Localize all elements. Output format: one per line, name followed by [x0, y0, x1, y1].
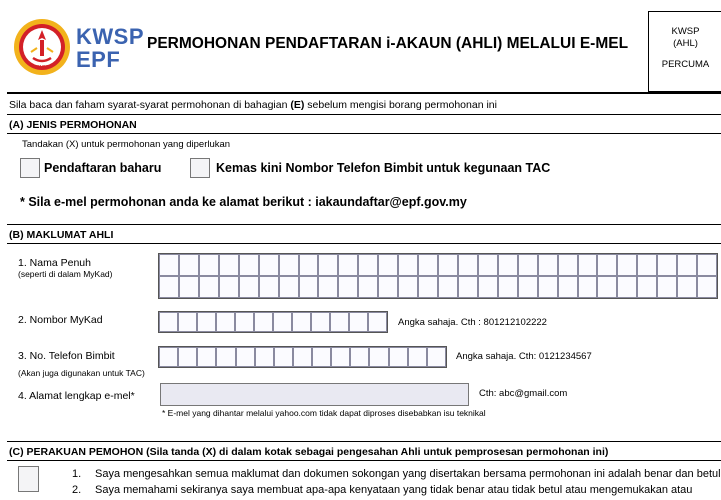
char-cell[interactable] [498, 276, 518, 298]
name-label: 1. Nama Penuh [18, 257, 91, 269]
char-cell[interactable] [637, 254, 657, 276]
char-cell[interactable] [178, 312, 197, 332]
page-title: PERMOHONAN PENDAFTARAN i-AKAUN (AHLI) MELALUI E-MEL [147, 35, 629, 52]
char-cell[interactable] [274, 347, 293, 367]
char-cell[interactable] [458, 254, 478, 276]
char-cell[interactable] [617, 254, 637, 276]
char-cell[interactable] [538, 276, 558, 298]
form-code-line1: KWSP [671, 26, 700, 37]
phone-label: 3. No. Telefon Bimbit [18, 350, 115, 362]
char-cell[interactable] [197, 347, 216, 367]
option-new-registration-checkbox[interactable] [20, 158, 40, 178]
char-cell[interactable] [637, 276, 657, 298]
char-cell[interactable] [219, 276, 239, 298]
char-cell[interactable] [199, 254, 219, 276]
name-sublabel: (seperti di dalam MyKad) [18, 269, 113, 279]
email-note: * E-mel yang dihantar melalui yahoo.com tidak dapat diproses disebabkan isu teknikal [162, 408, 486, 418]
declaration-item2-num: 2. [72, 484, 82, 496]
char-cell[interactable] [236, 347, 255, 367]
divider [7, 460, 721, 461]
char-cell[interactable] [398, 254, 418, 276]
divider [7, 243, 721, 244]
char-cell[interactable] [216, 312, 235, 332]
form-code-line3: PERCUMA [661, 59, 710, 70]
form-code-line2: (AHL) [673, 38, 698, 49]
section-c-heading: (C) PERAKUAN PEMOHON (Sila tanda (X) di dalam kotak sebagai pengesahan Ahli untuk pemprosesan permohonan ini) [9, 446, 609, 458]
char-cell[interactable] [279, 254, 299, 276]
declaration-item1-num: 1. [72, 468, 82, 480]
char-cell[interactable] [578, 254, 598, 276]
email-input[interactable] [160, 383, 469, 406]
char-cell[interactable] [239, 276, 259, 298]
char-cell[interactable] [427, 347, 446, 367]
section-a-heading: (A) JENIS PERMOHONAN [9, 119, 137, 131]
intro-text [9, 99, 497, 111]
char-cell[interactable] [358, 254, 378, 276]
char-cell[interactable] [697, 254, 717, 276]
char-cell[interactable] [498, 254, 518, 276]
char-cell[interactable] [408, 347, 427, 367]
divider [7, 92, 721, 94]
declaration-item1: Saya mengesahkan semua maklumat dan dokumen sokongan yang disertakan bersama permohonan ini adalah benar dan betul [95, 468, 721, 480]
char-cell[interactable] [159, 254, 179, 276]
char-cell[interactable] [259, 276, 279, 298]
char-cell[interactable] [331, 347, 350, 367]
mykad-hint: Angka sahaja. Cth : 801212102222 [398, 317, 547, 328]
char-cell[interactable] [159, 276, 179, 298]
char-cell[interactable] [478, 276, 498, 298]
full-name-input-grid[interactable] [158, 253, 718, 299]
char-cell[interactable] [578, 276, 598, 298]
char-cell[interactable] [216, 347, 235, 367]
intro-bold: (E) [290, 99, 305, 111]
char-cell[interactable] [438, 254, 458, 276]
char-cell[interactable] [350, 347, 369, 367]
section-b-heading: (B) MAKLUMAT AHLI [9, 229, 114, 241]
char-cell[interactable] [179, 254, 199, 276]
char-cell[interactable] [338, 254, 358, 276]
divider [7, 133, 721, 134]
logo-line1: KWSP [76, 24, 144, 49]
char-cell[interactable] [389, 347, 408, 367]
char-cell[interactable] [558, 276, 578, 298]
char-cell[interactable] [178, 347, 197, 367]
char-cell[interactable] [398, 276, 418, 298]
logo-line2: EPF [76, 47, 121, 72]
char-cell[interactable] [418, 276, 438, 298]
divider [7, 441, 721, 442]
intro-pre: Sila baca dan faham syarat-syarat permohonan di bahagian [9, 99, 291, 111]
char-cell[interactable] [293, 347, 312, 367]
char-cell[interactable] [458, 276, 478, 298]
char-cell[interactable] [254, 312, 273, 332]
form-code-box [648, 11, 721, 92]
char-cell[interactable] [358, 276, 378, 298]
option-update-phone-label: Kemas kini Nombor Telefon Bimbit untuk kegunaan TAC [216, 161, 551, 175]
phone-hint: Angka sahaja. Cth: 0121234567 [456, 351, 592, 362]
divider [7, 114, 721, 115]
char-cell[interactable] [159, 347, 178, 367]
char-cell[interactable] [199, 276, 219, 298]
char-cell[interactable] [418, 254, 438, 276]
char-cell[interactable] [518, 276, 538, 298]
char-cell[interactable] [597, 254, 617, 276]
char-cell[interactable] [311, 312, 330, 332]
char-cell[interactable] [349, 312, 368, 332]
char-cell[interactable] [179, 276, 199, 298]
char-cell[interactable] [478, 254, 498, 276]
char-cell[interactable] [255, 347, 274, 367]
section-a-email-note: * Sila e-mel permohonan anda ke alamat berikut : iakaundaftar@epf.gov.my [20, 195, 467, 209]
char-cell[interactable] [697, 276, 717, 298]
char-cell[interactable] [338, 276, 358, 298]
char-cell[interactable] [518, 254, 538, 276]
char-cell[interactable] [378, 254, 398, 276]
divider [7, 224, 721, 225]
email-hint: Cth: abc@gmail.com [479, 388, 568, 399]
char-cell[interactable] [219, 254, 239, 276]
char-cell[interactable] [617, 276, 637, 298]
option-update-phone-checkbox[interactable] [190, 158, 210, 178]
declaration-checkbox[interactable] [18, 466, 39, 492]
char-cell[interactable] [597, 276, 617, 298]
mykad-input-grid[interactable] [158, 311, 388, 333]
char-cell[interactable] [368, 312, 387, 332]
char-cell[interactable] [558, 254, 578, 276]
declaration-item2: Saya memahami sekiranya saya membuat apa-apa kenyataan yang tidak benar atau tidak betul atau mengemukakan atau [95, 484, 693, 496]
char-cell[interactable] [438, 276, 458, 298]
phone-sublabel: (Akan juga digunakan untuk TAC) [18, 368, 145, 378]
char-cell[interactable] [273, 312, 292, 332]
char-cell[interactable] [259, 254, 279, 276]
char-cell[interactable] [330, 312, 349, 332]
char-cell[interactable] [657, 276, 677, 298]
char-cell[interactable] [239, 254, 259, 276]
email-label: 4. Alamat lengkap e-mel* [18, 390, 135, 402]
section-a-instruction: Tandakan (X) untuk permohonan yang diperlukan [22, 139, 231, 150]
emblem-text: KWSP [34, 65, 50, 71]
char-cell[interactable] [312, 347, 331, 367]
char-cell[interactable] [279, 276, 299, 298]
char-cell[interactable] [299, 276, 319, 298]
char-cell[interactable] [677, 254, 697, 276]
char-cell[interactable] [378, 276, 398, 298]
char-cell[interactable] [159, 312, 178, 332]
char-cell[interactable] [235, 312, 254, 332]
kwsp-emblem-icon [13, 18, 71, 76]
option-new-registration-label: Pendaftaran baharu [44, 161, 162, 175]
intro-post: sebelum mengisi borang permohonan ini [304, 99, 497, 111]
mykad-label: 2. Nombor MyKad [18, 314, 103, 326]
char-cell[interactable] [299, 254, 319, 276]
char-cell[interactable] [538, 254, 558, 276]
char-cell[interactable] [318, 254, 338, 276]
char-cell[interactable] [677, 276, 697, 298]
char-cell[interactable] [369, 347, 388, 367]
phone-input-grid[interactable] [158, 346, 447, 368]
header [0, 0, 721, 92]
char-cell[interactable] [318, 276, 338, 298]
char-cell[interactable] [657, 254, 677, 276]
char-cell[interactable] [197, 312, 216, 332]
char-cell[interactable] [292, 312, 311, 332]
